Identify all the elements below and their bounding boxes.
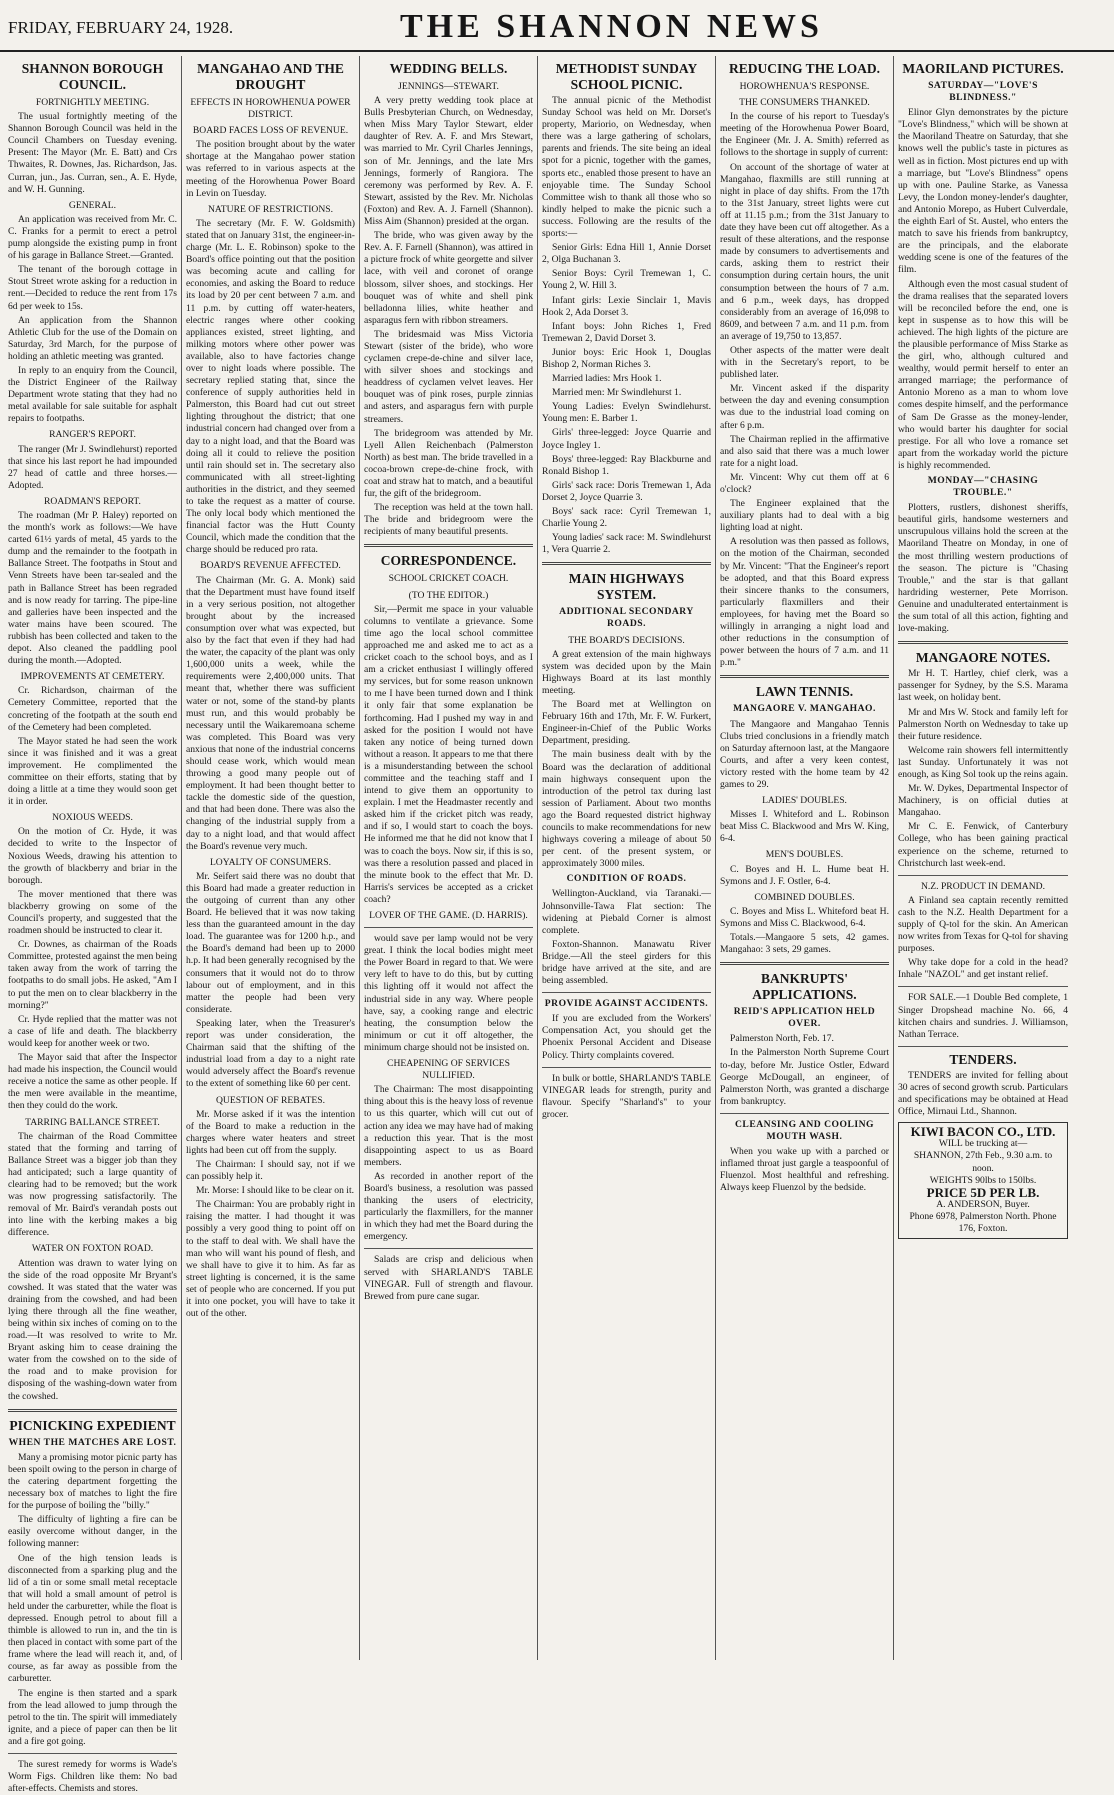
section-heading: CHEAPENING OF SERVICES NULLIFIED. [387,1058,510,1082]
paragraph: In the course of his report to Tuesday's meeting of the Horowhenua Power Board, the Engineer (Mr. J. A. Smith) referred as follows to the shortage in supply of current: [720,111,889,159]
column-1 [4,56,182,1795]
paragraph: The ranger (Mr J. Swindlehurst) reported that since his last report he had impounded 27 head of cattle and three horses.—Adopted. [8,443,177,491]
article-divider [898,875,1068,876]
paragraph: Cr. Hyde replied that the matter was not a case of life and death. The blackberry would keep for another week or two. [8,1013,177,1049]
subheading: ADDITIONAL SECONDARY ROADS. [559,606,694,630]
newspaper-title: THE SHANNON NEWS [400,8,823,45]
paragraph: Foxton-Shannon. Manawatu River Bridge.—All the steel girders for this bridge have arrived at the site, and are being assembled. [542,938,711,987]
article-divider [898,1046,1068,1047]
paragraph: The Mayor said that after the Inspector had made his inspection, the Council would receive a notice the same as other people. If the men were available in the meantime, then they could do the work. [8,1052,177,1112]
paragraph: Girls' sack race: Doris Tremewan 1, Ada Dorset 2, Joyce Quarrie 3. [542,479,711,503]
headline: WEDDING BELLS. [389,61,508,76]
article-divider [898,641,1068,644]
paragraph: The Chairman replied in the affirmative and also said that there was a much lower rate for a night load. [720,433,889,469]
column-5 [716,56,894,1660]
section-heading: TARRING BALLANCE STREET. [25,1116,160,1128]
paragraph: The roadman (Mr P. Haley) reported on the month's work as follows:—We have carted 61½ yards of metal, 45 yards to the dump and the remainder to the footpath in Ballance Street. The footpaths in Stout and Venn Streets have been tar-sealed and the path in Ballance Street has been regraded and is now ready for tarring. The pipe-line and galleries have been inspected and the water mains have been scoured. The rubbish has been collected and taken to the depot. Also cleaned the paddling pool during the month.—Adopted. [8,510,177,667]
paragraph: The Mayor stated he had seen the work since it was finished and it was a great improvement. He complimented the committee on their efforts, stating that by doing a little at a time they would soon get it in order. [8,735,177,808]
ad-line: SHANNON, 27th Feb., 9.30 a.m. to noon. [913,1150,1053,1174]
subheading: THE CONSUMERS THANKED. [739,97,870,109]
paragraph: Cr. Richardson, chairman of the Cemetery Committee, reported that the concreting of the footpath at the south end of the Cemetery had been completed. [8,685,177,733]
advertisement: In bulk or bottle, SHARLAND'S TABLE VINEGAR leads for strength, purity and flavour. Specify "Sharland's" to your grocer. [542,1072,711,1120]
section-heading: IMPROVEMENTS AT CEMETERY. [20,671,165,683]
section-heading: GENERAL. [68,199,117,211]
subheading: MANGAORE V. MANGAHAO. [733,703,876,715]
advertisement: Salads are crisp and delicious when served with SHARLAND'S TABLE VINEGAR. Full of strength and flavour. Brewed from pure cane sugar. [364,1254,533,1302]
paragraph: Wellington-Auckland, via Taranaki.—Johnsonville-Tawa Flat section: The widening at Piebald Corner is almost complete. [542,888,711,936]
headline: MAORILAND PICTURES. [902,61,1064,76]
page-columns [4,56,1110,1795]
subheading: JENNINGS—STEWART. [398,81,499,92]
paragraph: Senior Girls: Edna Hill 1, Annie Dorset 2, Olga Buchanan 3. [542,242,711,266]
paragraph: The annual picnic of the Methodist Sunday School was held on Mr. Dorset's property, Mariorio, on Wednesday, when there was a large gathering of scholars, parents and friends. The site being an ideal spot for a picnic, together with the games, sports etc., enabled those present to have an enjoyable time. The Sunday School Committee wish to thank all those who so kindly helped to make the picnic such a success. Following are the results of the sports:— [542,95,711,240]
paragraph: The Chairman: The most disappointing thing about this is the heavy loss of revenue to us this quarter, which will cut out of action any idea we may have had of making a reduction this year. That is the most disappointing aspect to us as Board members. [364,1084,533,1168]
paragraph: An application was received from Mr. C. C. Franks for a permit to erect a petrol pump alongside the existing pump in front of his garage in Ballance Street.—Granted. [8,213,177,262]
paragraph: On account of the shortage of water at Mangahao, flaxmills are still running at night in place of day shifts. From the 17th to the 31st January, street lights were cut off at 11.15 p.m.; from the 31st January to date they have been cut off altogether. As a result of these alterations, and the response made by consumers to advertisements and cards, asking them to restrict their consumption during certain hours, the unit consumption between the hours of 7 a.m. and 6 p.m., week days, has dropped considerably from an average of 16,098 to 8609, and between 7 a.m. and 11 p.m. from an average of 19,750 to 13,857. [720,161,889,342]
issue-date: FRIDAY, FEBRUARY 24, 1928. [8,18,234,37]
ad-line: Phone 6978, Palmerston North. Phone 176, Foxton. [909,1210,1057,1234]
paragraph: Infant girls: Lexie Sinclair 1, Mavis Hook 2, Ada Dorset 3. [542,294,711,318]
paragraph: On the motion of Cr. Hyde, it was decided to write to the Inspector of Noxious Weeds, drawing his attention to the growth of blackberry and briar in the borough. [8,826,177,886]
paragraph: Junior boys: Eric Hook 1, Douglas Bishop 2, Norman Riches 3. [542,346,711,370]
section-heading: CLEANSING AND COOLING MOUTH WASH. [735,1118,874,1143]
article-divider [364,927,533,928]
paragraph: Mr. Seifert said there was no doubt that this Board had made a greater reduction in the outgoing of current than any other Board. He believed that it was now taking less than the guaranteed amount in the day load. The guarantee was for 1200 h.p., and the Board's demand had been up to 2000 h.p. It had been generally recognised by the consumers that it would not do to throw labour out of employment, and in this matter the people had been very considerate. [186,870,355,1015]
paragraph: As recorded in another report of the Board's business, a resolution was passed thanking the users of electricity, particularly the flaxmillers, for the manner in which they had met the Board during the emergency. [364,1170,533,1243]
classified-ad: FOR SALE.—1 Double Bed complete, 1 Singer Dropshead machine No. 66, 4 kitchen chairs and sundries. J. Williamson, Nathan Terrace. [898,992,1068,1040]
paragraph: C. Boyes and Miss L. Whiteford beat H. Symons and Miss C. Blackwood, 6-4. [720,905,889,929]
paragraph: A great extension of the main highways system was decided upon by the Main Highways Board at its last monthly meeting. [542,648,711,696]
paragraph: Mr. W. Dykes, Departmental Inspector of Machinery, is on official duties at Mangahao. [898,783,1068,819]
ad-title: KIWI BACON CO., LTD. [910,1124,1056,1140]
paragraph: Mr. Morse: I should like to be clear on it. [196,1185,355,1197]
paragraph: If you are excluded from the Workers' Compensation Act, you should get the Phoenix Personal Accident and Disease Policy. Thirty complaints covered. [542,1013,711,1061]
paragraph: Boys' three-legged: Ray Blackburne and Ronald Bishop 1. [542,453,711,477]
headline: TENDERS. [949,1051,1017,1067]
paragraph: Misses I. Whiteford and L. Robinson beat Miss C. Blackwood and Mrs W. King, 6-4. [720,809,889,845]
ad-price: PRICE 5D PER LB. [926,1184,1040,1200]
advertisement: Why take dope for a cold in the head? Inhale "NAZOL" and get instant relief. [898,957,1068,981]
paragraph: Plotters, rustlers, dishonest sheriffs, beautiful girls, handsome westerners and unscrupulous villains hold the screen at the Maoriland Theatre on Monday, in one of the most thrilling western productions of the season. The picture is "Chasing Trouble," and the star is that gallant hardriding westerner, Pete Morrison. Genuine and unadulterated entertainment is the sum total of all this action, fighting and love-making. [898,502,1068,635]
paragraph: Palmerston North, Feb. 17. [730,1033,834,1045]
paragraph: Totals.—Mangaore 5 sets, 42 games. Mangahao: 3 sets, 29 games. [720,932,889,956]
section-heading: LOYALTY OF CONSUMERS. [209,856,332,868]
article-divider [542,562,711,565]
headline: MAIN HIGHWAYS SYSTEM. [568,571,685,603]
paragraph: TENDERS are invited for felling about 30 acres of second growth scrub. Particulars and specifications may be obtained at Head Office, Mirnaui Ltd., Shannon. [898,1069,1068,1118]
paragraph: The mover mentioned that there was blackberry growing on some of the Council's property, and suggested that the roadmen should be instructed to clear it. [8,888,177,937]
paragraph: The reception was held at the town hall. The bride and bridegroom were the recipients of many beautiful presents. [364,502,533,538]
paragraph: would save per lamp would not be very great. I think the local bodies might meet the Power Board in regard to that. We were very left to have to do this, but by cutting this lighting off it would not affect the industrial side in any way. Where people have, say, a cooking range and electric heating, the consumption below the minimum or cut it off altogether, the minimum charge should not be insisted on. [364,933,533,1053]
paragraph: A resolution was then passed as follows, on the motion of the Chairman, seconded by Mr. Vincent: "That the Engineer's report be adopted, and that this Board express their sincere thanks to the consumers, particularly flaxmillers and their employees, for having met the Board so willingly in arranging a night load and other reductions in the consumption of power between the hours of 7 a.m. and 11 p.m." [720,536,889,669]
paragraph: The engine is then started and a spark from the lead allowed to jump through the petrol to the tin. The spirit will immediately ignite, and a piece of paper can then be lit and a fire got going. [8,1687,177,1747]
article-divider [898,986,1068,987]
paragraph: Boys' sack race: Cyril Tremewan 1, Charlie Young 2. [542,506,711,530]
section-heading: PROVIDE AGAINST ACCIDENTS. [544,998,709,1010]
paragraph: The bridesmaid was Miss Victoria Stewart (sister of the bride), who wore cyclamen crepe-de-chine and silver lace, with silver shoes and stockings and headdress of cyclamen velvet leaves. Her bouquet was of pink roses, purple zinnias and asters, and asparagus fern with purple streamers. [364,328,533,425]
section-heading: RANGER'S REPORT. [49,429,136,441]
ad-line: WEIGHTS 90lbs to 150lbs. [929,1174,1037,1186]
paragraph: The usual fortnightly meeting of the Shannon Borough Council was held in the Council Chambers on Tuesday evening. Present: The Mayor (Mr. E. Batt) and Crs Thwaites, R. Downes, Jas. Richardson, Jas. Curran, jun., Jas. Curran, sen., A. E. Hyde, and W. H. Gunning. [8,111,177,195]
subheading: EFFECTS IN HOROWHENUA POWER DISTRICT. [190,97,351,121]
headline: REDUCING THE LOAD. [729,61,880,76]
paragraph: Other aspects of the matter were dealt with in the Secretary's report, to be published later. [720,344,889,381]
section-heading: QUESTION OF REBATES. [215,1094,325,1106]
paragraph: The Board met at Wellington on February 16th and 17th, Mr. F. W. Furkert, Engineer-in-Chief of the Public Works Department, presiding. [542,699,711,747]
headline: PICNICKING EXPEDIENT [9,1417,176,1433]
headline: MANGAHAO AND THE DROUGHT [197,61,344,92]
column-6 [894,56,1072,1660]
subheading: THE BOARD'S DECISIONS. [568,634,685,646]
headline: METHODIST SUNDAY SCHOOL PICNIC. [555,61,698,92]
article-divider [720,1113,889,1114]
headline: MANGAORE NOTES. [915,650,1051,666]
article-divider [8,1753,177,1754]
paragraph: In the Palmerston North Supreme Court to-day, before Mr. Justice Ostler, Edward George McDougall, an engineer, of Palmerston North, was granted a discharge from bankruptcy. [720,1047,889,1107]
paragraph: Attention was drawn to water lying on the side of the road opposite Mr Bryant's cowshed. It was stated that the water was draining from the cowshed, and had been lying there through all the fine weather, being within six inches of coming on to the road.—It was resolved to write to Mr. Bryant asking him to cease draining the water from the cowshed on to the side of the road and to make provision for disposing of the washing-down water from the cowshed. [8,1257,177,1402]
paragraph: The chairman of the Road Committee stated that the forming and tarring of Ballance Street was a bigger job than they had anticipated; such a large quantity of clearing had to be removed; but the work was now progressing satisfactorily. The removal of Mr. Baird's verandah posts out into line with the kerbing makes a big difference. [8,1130,177,1239]
section-heading: COMBINED DOUBLES. [754,891,855,903]
article-divider [364,544,533,547]
paragraph: The Chairman: I should say, not if we can possibly help it. [186,1158,355,1183]
paragraph: An application from the Shannon Athletic Club for the use of the Domain on Saturday, 3rd March, for the purpose of holding an athletic meeting was granted. [8,314,177,362]
subheading: BOARD FACES LOSS OF REVENUE. [192,125,349,137]
paragraph: The bride, who was given away by the Rev. A. F. Farnell (Shannon), was attired in a picture frock of white georgette and silver lace, with veil and coronet of orange blossom, silver shoes, and stockings. Her bouquet was of white and shell pink belladonna lilies, white heather and asparagus fern with ribbon streamers. [364,230,533,326]
paragraph: The Chairman (Mr. G. A. Monk) said that the Department must have found itself in a very serious position, not altogether brought about by the increased consumption over what was expected, but also by the fact that even if they had had the water, the capacity of the plant was only 1,600,000 units a week, while the requirements were 2,400,000 units. That meant that, whether there was sufficient water or not, some of the stand-by plants must run, and this would probably be necessary until the Waikaremoana scheme was completed. This Board was very anxious that none of the industrial concerns should cease work, which would mean throwing a good many people out of employment. It had been thought better to tackle the domestic side of the question, and that had been done. There was also the changing of the industrial supply from a day to a night load, and that would affect the Board's revenue very much. [186,574,355,852]
advertisement: When you wake up with a parched or inflamed throat just gargle a teaspoonful of Fluenzol. Most healthful and refreshing. Always keep Fluenzol by the bedside. [720,1146,889,1194]
section-heading: MEN'S DOUBLES. [765,849,844,861]
column-2 [182,56,360,1660]
headline: CORRESPONDENCE. [380,553,517,569]
article-divider [542,992,711,993]
paragraph: The main business dealt with by the Board was the declaration of additional main highways consequent upon the introduction of the petrol tax during last session of Parliament. About two months ago the Board requested district highway councils to make recommendations for new highways covering a mileage of about 50 per cent. of the present system, or approximately 3000 miles. [542,749,711,870]
paragraph: Mr. Vincent: Why cut them off at 6 o'clock? [720,471,889,495]
paragraph: A Finland sea captain recently remitted cash to the N.Z. Health Department for a supply of Q-tol for the skin. An American now writes from Texas for Q-tol for shaving purposes. [898,894,1068,955]
headline: BANKRUPTS' APPLICATIONS. [752,971,857,1003]
paragraph: The Mangaore and Mangahao Tennis Clubs tried conclusions in a friendly match on Saturday afternoon last, at the Mangaore Courts, and after a very keen contest, victory rested with the home team by 42 games to 29. [720,718,889,790]
paragraph: Mr H. T. Hartley, chief clerk, was a passenger for Sydney, by the S.S. Marama last week, on holiday bent. [898,668,1068,704]
paragraph: Mr C. E. Fenwick, of Canterbury College, who has been gaining practical experience on the scheme, returned to Christchurch last week-end. [898,821,1068,869]
kiwi-bacon-ad [898,1122,1068,1239]
paragraph: Elinor Glyn demonstrates by the picture "Love's Blindness," which will be shown at the Maoriland Theatre on Saturday, that she knows well the public's taste in pictures as well as in fiction. Most pictures end up with a marriage, but "Love's Blindness" opens up with one. Pauline Starke, as Vanessa Levy, the London money-lender's daughter, and Antonio Morepo, as Hubert Culverdale, the eighth Earl of St. Austel, who enters the match to save his friends from bankruptcy, are the principals, and the elaborate wedding scene is one of the features of the film. [898,107,1068,276]
paragraph: Although even the most casual student of the drama realises that the separated lovers will be reconciled before the end, one is kept in suspense as to how this will be achieved. The high lights of the picture are the plausible performance of Miss Starke as the girl, who, although cultured and wealthy, would permit herself to enter an arranged marriage; the performance of Antonio Moreno as a man to whom love comes despite himself, and the performance of Sam De Grasse as the money-lender, who would barter his daughter for social prestige. For all who love a romance set apart from the workaday world the picture is highly recommended. [898,278,1068,471]
section-heading: N.Z. PRODUCT IN DEMAND. [920,880,1045,892]
paragraph: Mr and Mrs W. Stock and family left for Palmerston North on Wednesday to take up their future residence. [898,706,1068,742]
paragraph: In reply to an enquiry from the Council, the District Engineer of the Railway Department wrote stating that they had no metal available for sale suitable for asphalt repairs to footpaths. [8,364,177,425]
paragraph: Many a promising motor picnic party has been spoilt owing to the person in charge of the catering department forgetting the necessary box of matches to light the fire for the purpose of boiling the "billy." [8,1451,177,1512]
subheading: SATURDAY—"LOVE'S BLINDNESS." [928,80,1038,104]
paragraph: A very pretty wedding took place at Bulls Presbyterian Church, on Wednesday, when Miss Mary Taylor Stewart, elder daughter of Rev. A. F. and Mrs Stewart, was married to Mr. Cyril Charles Jennings, son of Mr. Jennings, and the late Mrs Jennings, formerly of Rangiora. The ceremony was performed by Rev. A. F. Stewart, assisted by the Rev. Mr. Nicholas (Foxton) and Rev. A. J. Farnell (Shannon). Miss Aim (Shannon) presided at the organ. [364,95,533,228]
article-divider [542,1067,711,1068]
paragraph: Cr. Downes, as chairman of the Roads Committee, protested against the men being taken away from the work of tarring the footpaths to do small jobs. He asked, "Am I to put the men on to clear blackberry in the morning?" [8,939,177,1011]
article-divider [720,675,889,678]
masthead [0,0,1114,52]
paragraph: The secretary (Mr. F. W. Goldsmith) stated that on January 31st, the engineer-in-charge (Mr. L. E. Robinson) spoke to the Board's office pointing out that the position was becoming acute and calling for economies, and asking the Board to reduce its load by 20 per cent between 7 a.m. and 11 p.m. by cutting off water-heaters, electric ranges where other cooking appliances existed, street lighting, and milking motors where other power was available, also to have factories change over to night loads where possible. The secretary replied stating that, since the conference of supply authorities held in Palmerston, this Board had cut out street lighting throughout the district; that one industrial concern had changed over from a day to a night load, and that the Board was doing all it could to relieve the position until rain should set in. The secretary also communicated with all street-lighting authorities in the district, and they seemed to take the request as a matter of course. The only local body which mentioned the financial factor was the Hutt County Council, which made the condition that the charge should be reduced pro rata. [186,217,355,556]
section-heading: CONDITION OF ROADS. [566,873,687,885]
advertisement: The surest remedy for worms is Wade's Worm Figs. Children like them: No bad after-effects. Chemists and stores. [8,1759,177,1795]
paragraph: The Engineer explained that the auxiliary plants had to deal with a big lighting load at night. [720,498,889,534]
signature: LOVER OF THE GAME. (D. HARRIS). [369,910,528,921]
paragraph: Girls' three-legged: Joyce Quarrie and Joyce Ingley 1. [542,427,711,451]
subheading: HOROWHENUA'S RESPONSE. [739,81,870,92]
section-heading: NOXIOUS WEEDS. [52,812,133,824]
section-heading: LADIES' DOUBLES. [762,795,847,807]
subheading: REID'S APPLICATION HELD OVER. [733,1006,876,1030]
subheading: WHEN THE MATCHES ARE LOST. [8,1436,177,1448]
column-3 [360,56,538,1660]
ad-line: WILL be trucking at— [938,1138,1028,1150]
headline: SHANNON BOROUGH COUNCIL. [21,61,164,92]
paragraph: Speaking later, when the Treasurer's report was under consideration, the Chairman said that the shifting of the industrial load from a day to a night rate would adversely affect the Board's revenue to the extent of something like 60 per cent. [186,1017,355,1090]
subheading: SCHOOL CRICKET COACH. [388,573,509,585]
paragraph: Infant boys: John Riches 1, Fred Tremewan 2, David Dorset 3. [542,320,711,344]
headline: LAWN TENNIS. [755,684,854,700]
article-divider [364,1248,533,1249]
section-heading: ROADMAN'S REPORT. [44,495,141,507]
paragraph: One of the high tension leads is disconnected from a sparking plug and the lid of a tin or some small metal receptacle that will hold a small amount of petrol is held under the carburetter, while the float is depressed. Enough petrol to about fill a thimble is allowed to run in, and the tin is then placed in contact with some part of the frame where the lead will reach it, and, of course, as far away as possible from the carburetter. [8,1552,177,1685]
article-divider [720,962,889,965]
paragraph: Sir,—Permit me space in your valuable columns to ventilate a grievance. Some time ago the local school committee approached me and asked me to act as a cricket coach to the school boys, and as I am a cricket enthusiast I willingly offered my services, but for some reason unknown to me I have been turned down and I think it only fair that some explanation be forthcoming. Had I pushed my way in and asked for the position I would not have taken any notice of being turned down without a reason. It appears to me that there is a misunderstanding between the school committee and the teaching staff and I intend to give them an opportunity to explain. I met the Headmaster recently and asked him if the cricket pitch was ready, and if so, I would start to coach the boys. He informed me that he did not know that I was to coach the boys. Now sir, if this is so, was there a resolution passed and placed in the minute book to the effect that Mr. D. Harris's services be accepted as a cricket coach? [364,603,533,905]
paragraph: Young ladies' sack race: M. Swindlehurst 1, Vera Quarrie 2. [542,532,711,556]
paragraph: Young Ladies: Evelyn Swindlehurst. Young men: E. Barber 1. [542,401,711,425]
column-4 [538,56,716,1660]
ad-line: A. ANDERSON, Buyer. [936,1198,1030,1210]
paragraph: Married men: Mr Swindlehurst 1. [552,387,682,399]
paragraph: The position brought about by the water shortage at the Mangahao power station was referred to in various aspects at the meeting of the Horowhenua Power Board in Levin on Tuesday. [186,139,355,199]
subheading: MONDAY—"CHASING TROUBLE." [927,475,1039,499]
subheading: FORTNIGHTLY MEETING. [35,97,150,108]
section-heading: BOARD'S REVENUE AFFECTED. [200,560,341,572]
paragraph: Mr. Vincent asked if the disparity between the day and evening consumption was due to the industrial load coming on after 6 p.m. [720,383,889,431]
paragraph: Senior Boys: Cyril Tremewan 1, C. Young 2, W. Hill 3. [542,268,711,292]
paragraph: The difficulty of lighting a fire can be easily overcome without danger, in the following manner: [8,1514,177,1550]
masthead-rule [0,50,1114,52]
article-divider [8,1409,177,1412]
paragraph: Welcome rain showers fell intermittently last Sunday. Unfortunately it was not enough, as King Sol took up the reins again. [898,744,1068,780]
section-heading: NATURE OF RESTRICTIONS. [208,203,333,215]
editor-line: (TO THE EDITOR.) [408,589,489,601]
paragraph: Mr. Morse asked if it was the intention of the Board to make a reduction in the charges where water heaters and street lights had been cut off from the supply. [186,1108,355,1156]
paragraph: The bridegroom was attended by Mr. Lyell Allen Reichenbach (Palmerston North) as best man. The bride travelled in a cocoa-brown crepe-de-chine frock, with coat and straw hat to match, and a beautiful fur, the gift of the bridegroom. [364,427,533,500]
section-heading: WATER ON FOXTON ROAD. [31,1243,154,1255]
paragraph: C. Boyes and H. L. Hume beat H. Symons and J. F. Ostler, 6-4. [720,863,889,887]
paragraph: The Chairman: You are probably right in raising the matter. I had thought it was possibly a very good thing to point off on to the staff to deal with. We shall have the man who will want his pound of flesh, and we shall have to give it to him. As far as street lighting is concerned, it is the same set of people who are concerned. If you put it into one pocket, you will have to take it out of the other. [186,1199,355,1320]
paragraph: The tenant of the borough cottage in Stout Street wrote asking for a reduction in rent.—Decided to reduce the rent from 17s 6d per week to 15s. [8,264,177,312]
paragraph: Married ladies: Mrs Hook 1. [552,373,662,385]
